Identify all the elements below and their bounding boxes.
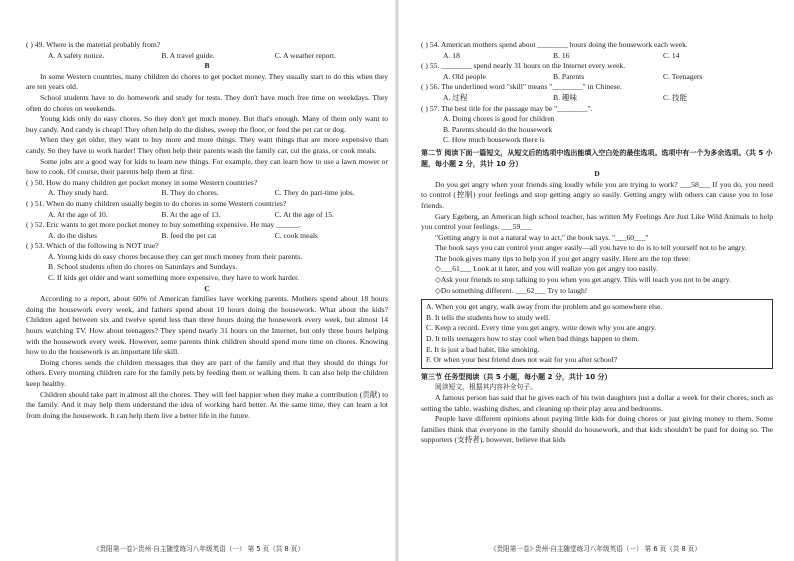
question-53-option-b: B. School students often do chores on Saturdays and Sundays. bbox=[48, 262, 238, 272]
left-page-footer: 《贵阳第一卷》·贵州·自主随堂练习八年级英语（一） 第 5 页（共 8 页） bbox=[93, 545, 304, 553]
option-c: C. 技能 bbox=[663, 92, 688, 102]
passage-b-para-1: In some Western countries, many children do chores to get pocket money. They usually start to do this when they are ten years old. bbox=[26, 71, 388, 92]
passage-b-para-2: School students have to do homework and study for tests. They don't have much free time on weekdays. They often do chores on weekends. bbox=[26, 92, 388, 113]
right-column bbox=[421, 40, 773, 446]
choice-b: B. It tells the students how to study well. bbox=[426, 312, 551, 322]
question-53-option-a: A. Young kids do easy chores because they can get much money from their parents. bbox=[48, 251, 303, 261]
passage-d-para-1: Do you get angry when your friends sing loudly while you are trying to work? ___58___ If you do, you need to control (控制) your feelings and stop getting angry so easily. Getting angry with others can cause you to lose friends. bbox=[421, 179, 773, 210]
choices-box bbox=[421, 299, 773, 369]
question-57: ( ) 57. The best title for the passage may be "________". bbox=[421, 103, 593, 113]
question-55: ( ) 55. ________ spend nearly 31 hours on the Internet every week. bbox=[421, 61, 626, 71]
option-a: A. At the age of 10. bbox=[48, 209, 108, 219]
part-3-title: 第三节 任务型阅读（共 5 小题，每小题 2 分，共计 10 分） bbox=[421, 372, 612, 381]
part-3-instruction: 阅读短文，根据其内容补全句子。 bbox=[435, 383, 537, 392]
passage-b-para-3: Young kids only do easy chores. So they don't get much money. But that's enough. Many of them only want to buy candy. And candy is cheap! They often help do the dishes, sweep the floor, or feed the pet cat or dog. bbox=[26, 114, 388, 134]
question-51: ( ) 51. When do many children usually begin to do chores in some Western countries? bbox=[26, 198, 287, 208]
question-57-option-b: B. Parents should do the housework bbox=[443, 124, 553, 134]
option-a: A. 18 bbox=[443, 50, 460, 60]
passage-d-heading: D bbox=[594, 169, 600, 179]
option-b: B. At the age of 13. bbox=[161, 209, 221, 219]
option-a: A. They study hard. bbox=[48, 188, 109, 198]
option-c: C. A weather report. bbox=[274, 50, 337, 60]
choice-a: A. When you get angry, walk away from the problem and go somewhere else. bbox=[426, 302, 663, 312]
question-50-options bbox=[26, 188, 388, 199]
choice-d: D. It tells teenagers how to stay cool when bad things happen to them. bbox=[426, 334, 640, 344]
question-54-options bbox=[421, 51, 773, 62]
option-c: C. Teenagers bbox=[663, 71, 703, 81]
question-54: ( ) 54. American mothers spend about ________ hours doing the housework each week. bbox=[421, 40, 688, 49]
question-56: ( ) 56. The underlined word "skill" means "________" in Chinese. bbox=[421, 82, 622, 92]
passage-d-para-5: The book gives many tips to help you if you get angry easily. Here are the top three: bbox=[435, 253, 691, 263]
option-b: B. 趣味 bbox=[553, 92, 578, 102]
question-56-options bbox=[421, 93, 773, 104]
left-column bbox=[26, 40, 388, 421]
option-b: B. A travel guide. bbox=[161, 50, 215, 60]
passage-c-para-3: Children should take part in almost all the chores. They will feel happier when they make a contribution (贡献) to the family. And it may help them understand the idea of working hard better. At the same time, they can learn a lot from doing the housework. It can help them live a better life in the future. bbox=[26, 389, 388, 420]
question-53-option-c: C. If kids get older and want something more expensive, they have to work harder. bbox=[48, 273, 300, 283]
passage-d-para-4: The book says you can control your anger easily—all you have to do is to tell yourself not to be angry. bbox=[435, 243, 747, 253]
option-c: C. At the age of 15. bbox=[274, 209, 334, 219]
passage-b-heading: B bbox=[204, 61, 210, 71]
question-55-options bbox=[421, 72, 773, 83]
question-57-option-c: C. How much housework there is bbox=[443, 135, 545, 145]
passage-d-tip-1: ◇___61___ Look at it later, and you will realize you get angry too easily. bbox=[435, 264, 658, 274]
option-c: C. They do part-time jobs. bbox=[274, 188, 355, 198]
choice-e: E. It is just a bad habit, like smoking. bbox=[426, 344, 540, 354]
option-c: C. cook meals bbox=[274, 230, 318, 240]
choice-c: C. Keep a record. Every time you get angry, write down why you are angry. bbox=[426, 323, 657, 333]
passage-b-para-4: When they get older, they want to buy more and more things. They want things that are more expensive than candy. So they have to work harder! They often help their parents wash the family car, cut the grass, or cook meals. bbox=[26, 135, 388, 155]
question-49: ( ) 49. Where is the material probably from? bbox=[26, 40, 161, 49]
question-52-options bbox=[26, 231, 388, 242]
option-b: B. feed the pet cat bbox=[161, 230, 217, 240]
question-49-options bbox=[26, 51, 388, 62]
part-2-title: 第二节 阅读下面一篇短文，从短文后的选项中选出能填入空白处的最佳选项。选项中有一个为多余选项。（共 5 小题，每小题 2 分，共计 10 分） bbox=[421, 148, 773, 168]
passage-d-para-3: "Getting angry is not a natural way to act," the book says. "___60___" bbox=[435, 232, 649, 242]
right-page bbox=[397, 0, 794, 561]
question-53: ( ) 53. Which of the following is NOT true? bbox=[26, 241, 159, 251]
option-a: A. 过程 bbox=[443, 92, 468, 102]
passage-c-para-2: Doing chores sends the children messages that they are part of the family and that they should do things for others. Every morning children care for the family pets by feeding them or walking them. It can also help the children keep healthy. bbox=[26, 357, 388, 388]
option-a: A. do the dishes bbox=[48, 230, 97, 240]
passage-e-para-1: A famous person has said that he gives each of his twin daughters just a dollar a week for their chores, such as setting the table, washing dishes, and cleaning up their play area and bedrooms. bbox=[421, 393, 773, 413]
passage-d-para-2: Gary Egeberg, an American high school teacher, has written My Feelings Are Just Like Wild Animals to help you control your feelings. ___59___ bbox=[421, 211, 773, 232]
choice-f: F. Or when your best friend does not wait for you after school? bbox=[426, 355, 618, 365]
passage-c-para-1: According to a report, about 60% of American families have working parents. Mothers spend about 18 hours doing the housework every week, and fathers spend about 10 hours doing the housework. What about the kids? Children aged between six and twelve spend less than three hours doing the housework every week, but almost 14 hours watching TV. How about teenagers? They spend nearly 31 hours on the Internet, but only three hours helping with the housework every week. However, some parents think children should spend more time on chores. Knowing how to do the housework is an important life skill. bbox=[26, 294, 388, 357]
question-52: ( ) 52. Eric wants to get more pocket money to buy something expensive. He may ______. bbox=[26, 220, 301, 230]
question-57-option-a: A. Doing chores is good for children bbox=[443, 114, 555, 124]
passage-b-para-5: Some jobs are a good way for kids to learn new things. For example, they can learn how to use a lawn mower or how to cook. Of course, their parents help them at first. bbox=[26, 156, 388, 177]
passage-e-para-2: People have different opinions about paying little kids for doing chores or just giving money to them. Some families think that everyone in the family should do housework, and that kids shouldn't be paid for doing so. The supporters (支持者), however, believe that kids bbox=[421, 414, 773, 445]
option-b: B. They do chores. bbox=[161, 188, 219, 198]
option-b: B. Parents bbox=[553, 71, 585, 81]
option-b: B. 16 bbox=[553, 50, 570, 60]
option-a: A. Old people bbox=[443, 71, 486, 81]
right-page-footer: 《贵阳第一卷》·贵州·自主随堂练习八年级英语（一） 第 6 页（共 8 页） bbox=[490, 545, 701, 553]
question-50: ( ) 50. How do many children get pocket money in some Western countries? bbox=[26, 177, 258, 187]
option-a: A. A safety notice. bbox=[48, 50, 105, 60]
passage-d-tip-3: ◇Do something different. ___62___ Try to laugh! bbox=[435, 285, 588, 295]
question-51-options bbox=[26, 210, 388, 221]
option-c: C. 14 bbox=[663, 50, 680, 60]
passage-d-tip-2: ◇Ask your friends to stop talking to you when you get angry. This will teach you not to be angry. bbox=[435, 275, 731, 285]
passage-c-heading: C bbox=[204, 283, 210, 293]
